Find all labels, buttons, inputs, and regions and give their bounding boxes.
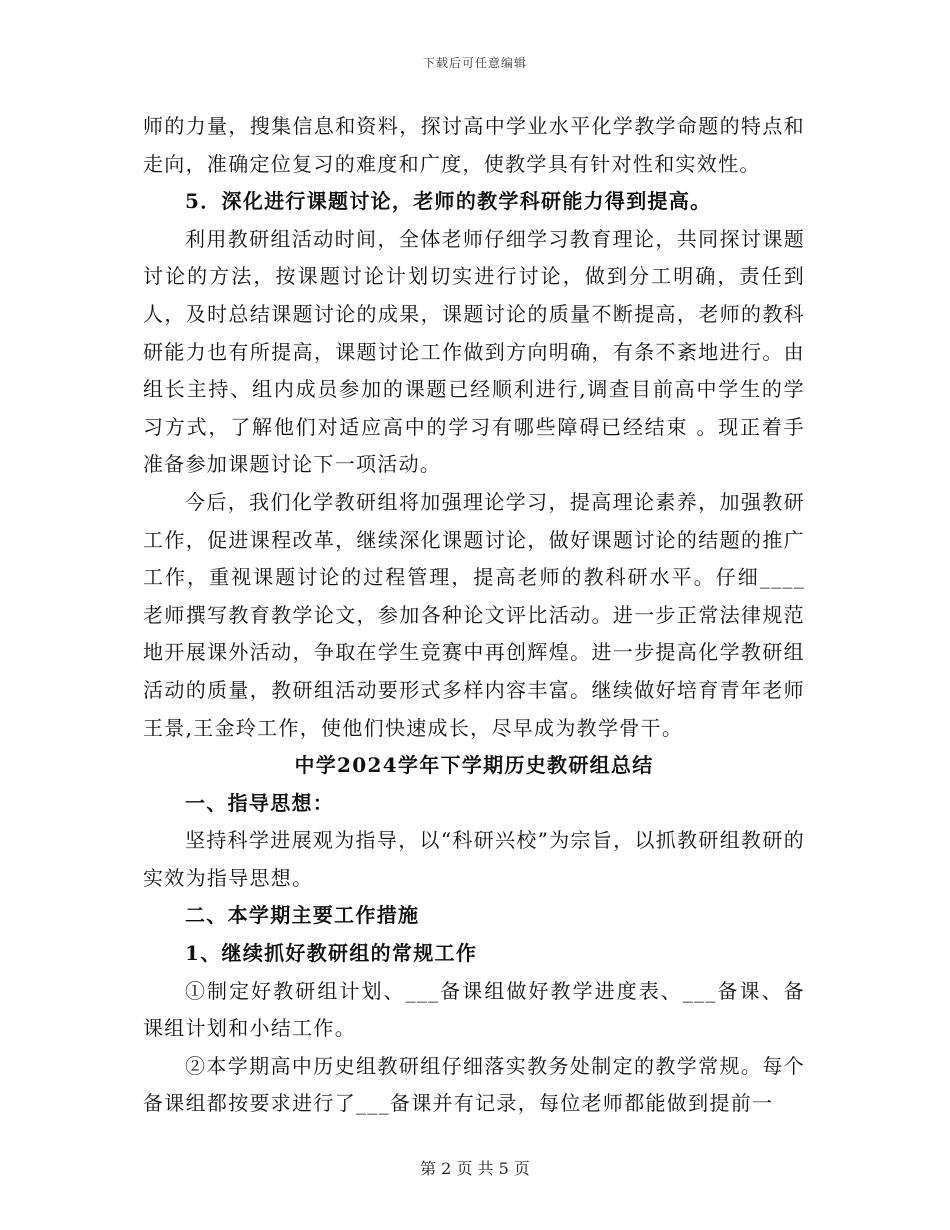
paragraph-research: 利用教研组活动时间，全体老师仔细学习教育理论，共同探讨课题讨论的方法，按课题讨论计划切实进行讨论，做到分工明确，责任到人，及时总结课题讨论的成果，课题讨论的质量不断提高，老师的教科研能力也有所提高，课题讨论工作做到方向明确，有条不紊地进行。由组长主持、组内成员参加的课题已经顺利进行,调查目前高中学生的学习方式，了解他们对适应高中的学习有哪些障碍已经结束 。现正着手准备参加课题讨论下一项活动。 bbox=[143, 226, 805, 477]
section-heading-5: 5．深化进行课题讨论，老师的教学科研能力得到提高。 bbox=[185, 189, 712, 214]
paragraph-continuation: 师的力量，搜集信息和资料，探讨高中学业水平化学教学命题的特点和走向，准确定位复习的难度和广度，使教学具有针对性和实效性。 bbox=[143, 114, 805, 176]
document-body bbox=[143, 108, 805, 1123]
page-header: 下载后可任意编辑 bbox=[422, 56, 527, 70]
paragraph-guiding-thought: 坚持科学进展观为指导，以“科研兴校”为宗旨，以抓教研组教研的实效为指导思想。 bbox=[143, 828, 805, 890]
document-title: 中学2024学年下学期历史教研组总结 bbox=[294, 753, 654, 778]
paragraph-item-2: ②本学期高中历史组教研组仔细落实教务处制定的教学常规。每个备课组都按要求进行了___备课并有记录，每位老师都能做到提前一 bbox=[143, 1053, 805, 1116]
section-heading-guiding-thought: 一、指导思想： bbox=[185, 790, 335, 815]
page-footer: 第 2 页 共 5 页 bbox=[420, 1159, 530, 1178]
paragraph-item-1: ①制定好教研组计划、___备课组做好教学进度表、___备课、备课组计划和小结工作。 bbox=[143, 978, 805, 1041]
paragraph-future-plans: 今后，我们化学教研组将加强理论学习，提高理论素养，加强教研工作，促进课程改革，继续深化课题讨论，做好课题讨论的结题的推广工作，重视课题讨论的过程管理，提高老师的教科研水平。仔细____老师撰写教育教学论文，参加各种论文评比活动。进一步正常法律规范地开展课外活动，争取在学生竞赛中再创辉煌。进一步提高化学教研组活动的质量，教研组活动要形式多样内容丰富。继续做好培育青年老师王景,王金玲工作，使他们快速成长，尽早成为教学骨干。 bbox=[143, 489, 805, 740]
section-heading-measures: 二、本学期主要工作措施 bbox=[185, 903, 420, 928]
subsection-heading-routine: 1、继续抓好教研组的常规工作 bbox=[185, 941, 478, 966]
